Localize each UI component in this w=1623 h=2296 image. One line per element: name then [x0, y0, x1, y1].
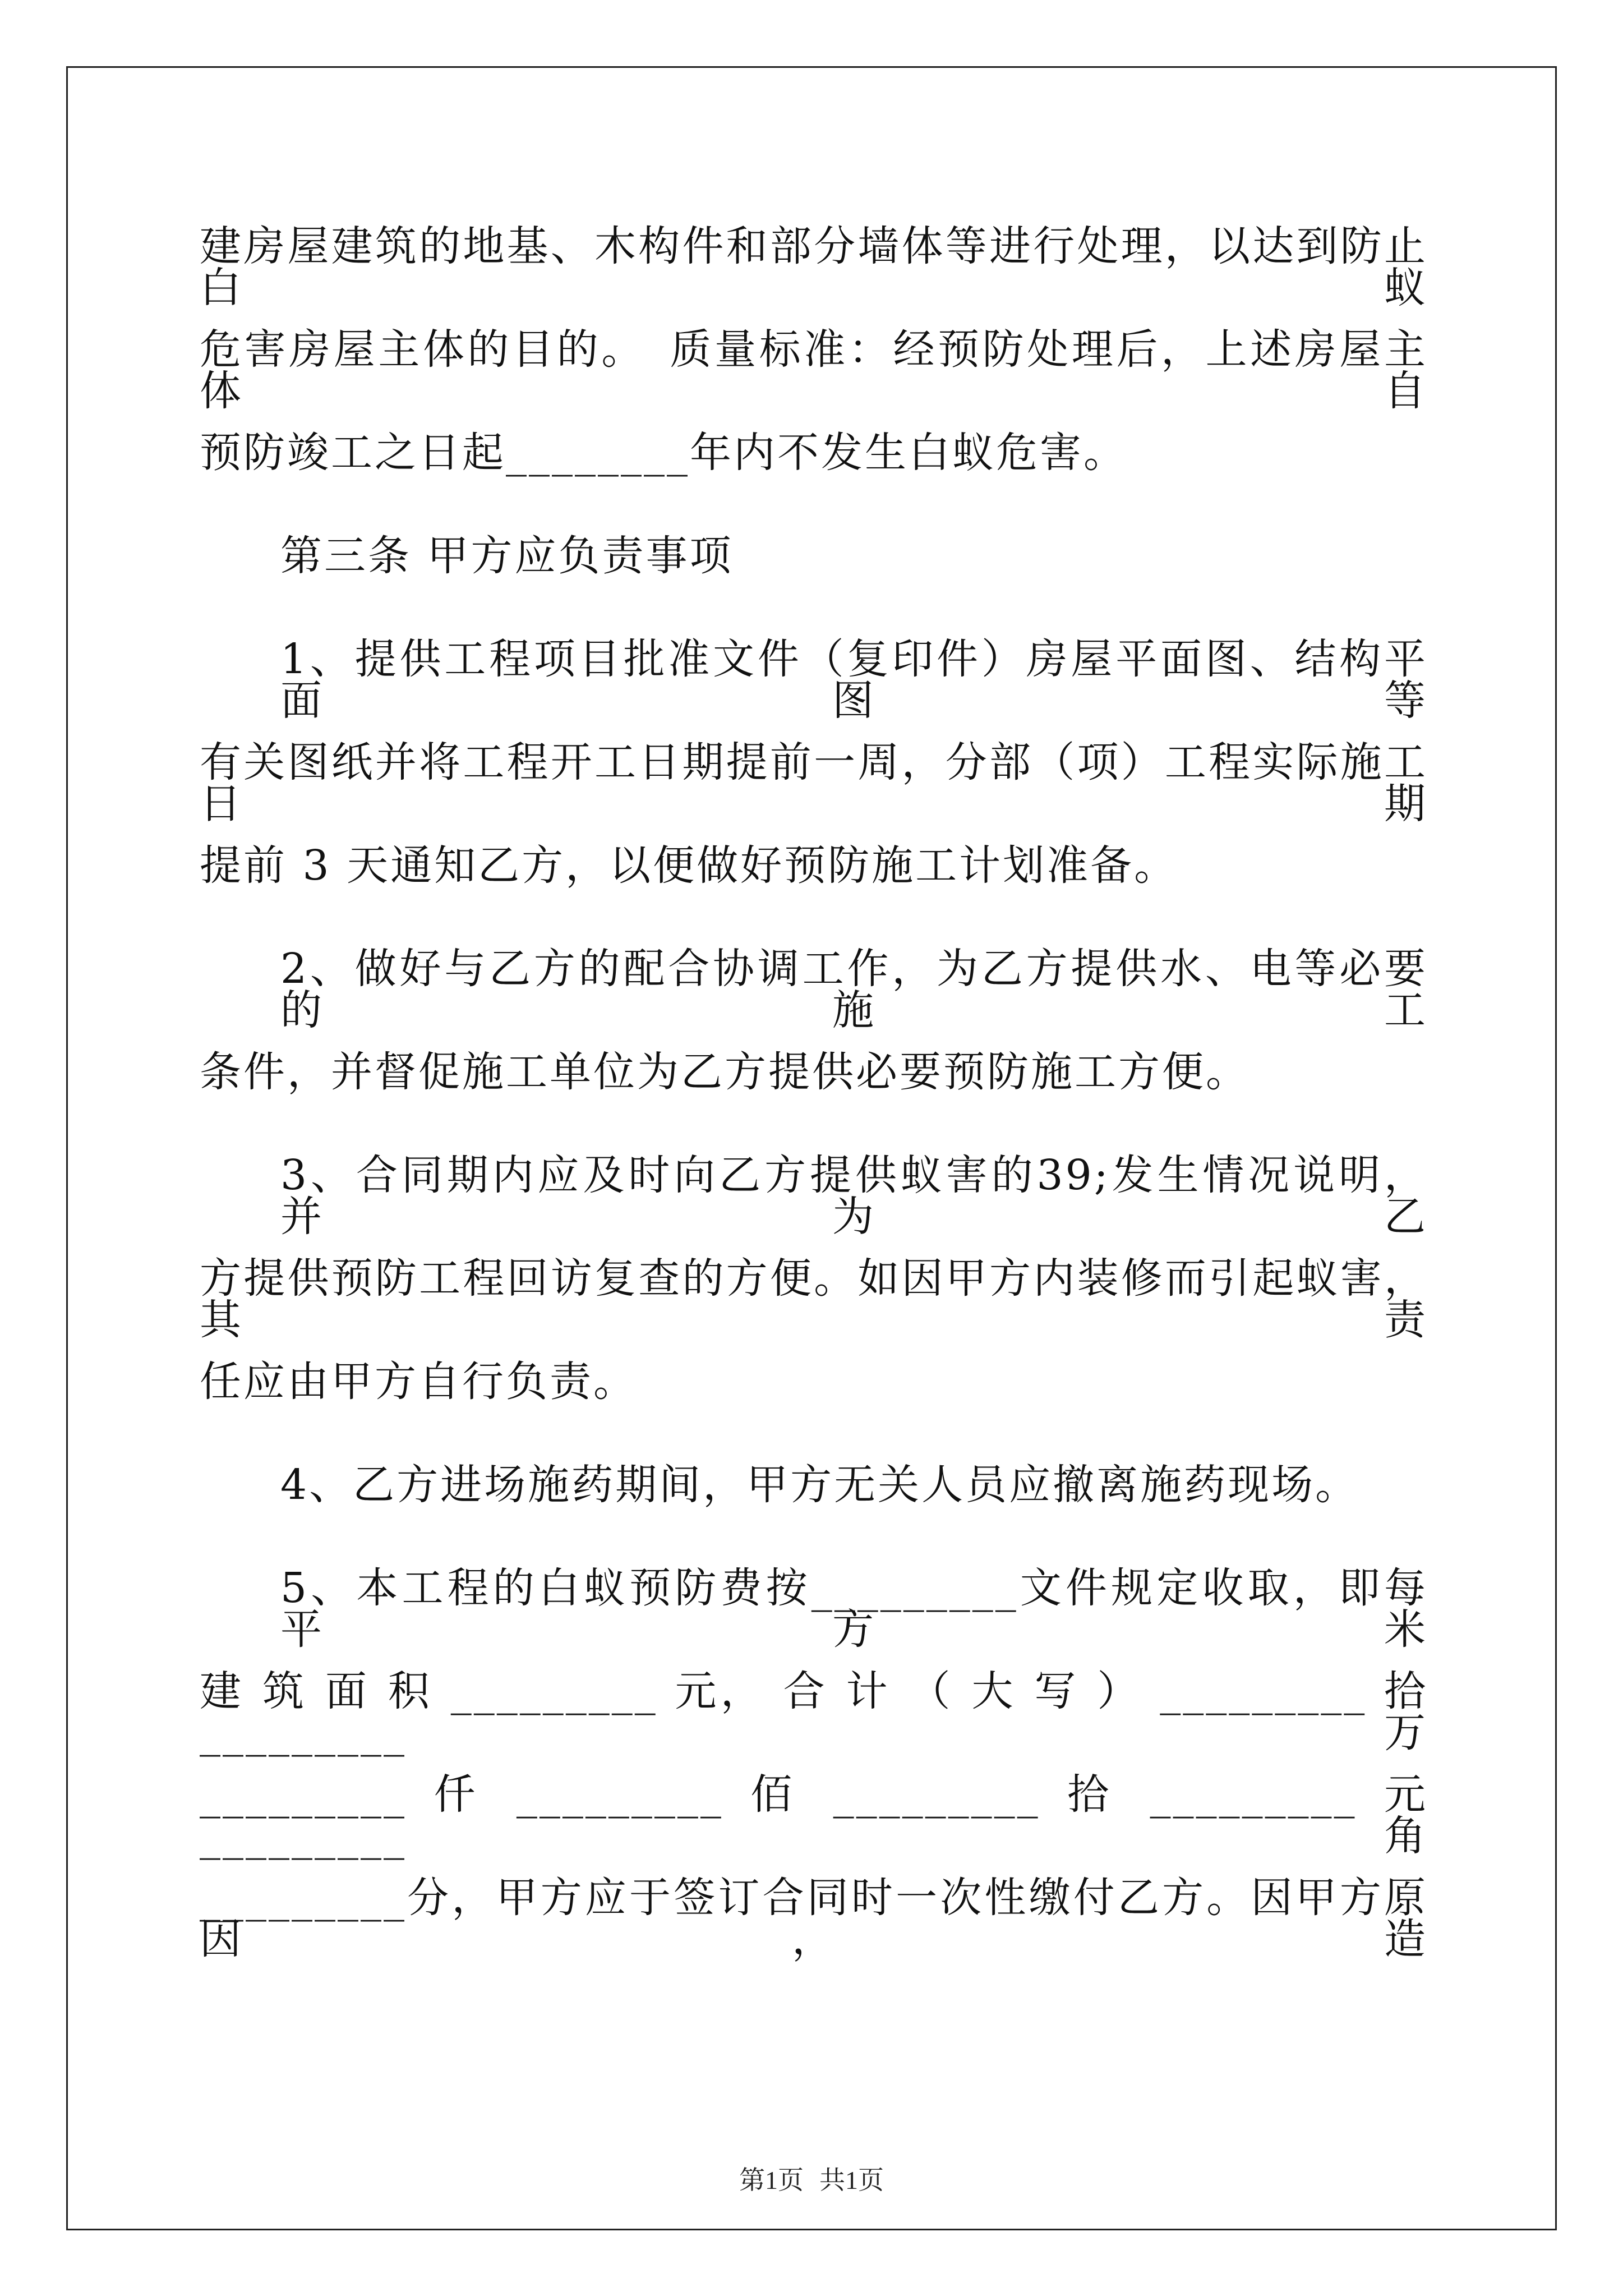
- page-total: 共1页: [819, 2166, 884, 2194]
- item-1-line-2: 有关图纸并将工程开工日期提前一周，分部（项）工程实际施工日期: [200, 738, 1428, 828]
- section-heading: 第三条 甲方应负责事项: [280, 532, 734, 580]
- item-1-line-3: 提前 3 天通知乙方，以便做好预防施工计划准备。: [200, 841, 1178, 890]
- body-line-3: 预防竣工之日起________年内不发生白蚁危害。: [200, 429, 1127, 477]
- item-5-line-4: _________分，甲方应于签订合同时一次性缴付乙方。因甲方原因，造: [200, 1874, 1428, 1963]
- item-2-line-2: 条件，并督促施工单位为乙方提供必要预防施工方便。: [200, 1048, 1249, 1096]
- body-line-2: 危害房屋主体的目的。 质量标准：经预防处理后，上述房屋主体自: [200, 325, 1428, 415]
- item-3-line-3: 任应由甲方自行负责。: [200, 1358, 637, 1406]
- item-5-line-1: 5、本工程的白蚁预防费按_________文件规定收取，即每平方米: [280, 1564, 1428, 1654]
- item-2-line-1: 2、做好与乙方的配合协调工作，为乙方提供水、电等必要的施工: [280, 945, 1428, 1034]
- item-5-line-3: _________ 仟 _________ 佰 _________ 拾 _________ 元 _________ 角: [200, 1770, 1428, 1860]
- item-3-line-1: 3、合同期内应及时向乙方提供蚁害的39;发生情况说明，并为乙: [280, 1151, 1428, 1241]
- item-5-line-2: 建 筑 面 积 _________ 元， 合 计 （ 大 写 ） _________ 拾 _________ 万: [200, 1667, 1428, 1757]
- page-footer: [0, 2160, 1623, 2197]
- body-line-1: 建房屋建筑的地基、木构件和部分墙体等进行处理，以达到防止白蚁: [200, 222, 1428, 312]
- item-4-line-1: 4、乙方进场施药期间，甲方无关人员应撤离施药现场。: [280, 1461, 1359, 1509]
- page-number: 第1页: [739, 2166, 804, 2194]
- item-1-line-1: 1、提供工程项目批准文件（复印件）房屋平面图、结构平面图等: [280, 635, 1428, 725]
- item-3-line-2: 方提供预防工程回访复查的方便。如因甲方内装修而引起蚁害，其责: [200, 1254, 1428, 1344]
